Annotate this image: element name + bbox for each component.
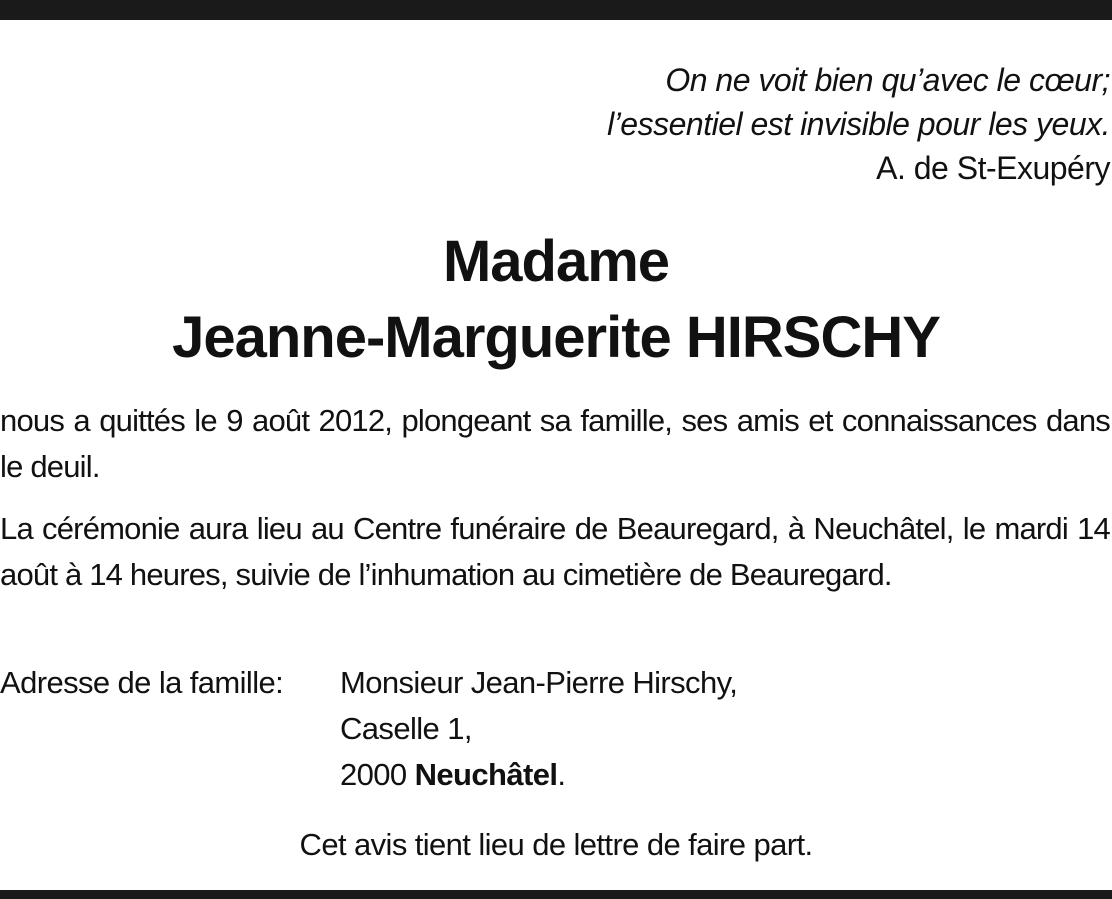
quote-author: A. de St-Exupéry — [876, 150, 1110, 186]
address-line-name: Monsieur Jean-Pierre Hirschy, — [340, 665, 738, 700]
address-city: Neuchâtel — [414, 757, 558, 792]
address-postcode: 2000 — [340, 757, 407, 792]
address-label: Adresse de la famille: — [0, 665, 284, 700]
address-line-city — [340, 752, 737, 798]
quote-line-2: l’essentiel est invisible pour les yeux. — [607, 106, 1110, 142]
death-notice-paragraph: nous a quittés le 9 août 2012, plongeant sa famille, ses amis et connaissances dans le deuil. — [0, 403, 1110, 484]
address-lines — [340, 660, 737, 798]
address-line-street: Caselle 1, — [340, 711, 472, 746]
quote-line-1: On ne voit bien qu’avec le cœur; — [665, 62, 1110, 98]
deceased-title: Madame — [442, 229, 670, 294]
epigraph-quote — [607, 58, 1110, 190]
deceased-name-heading — [0, 224, 1112, 376]
address-end-punct: . — [557, 757, 566, 792]
bottom-border-rule — [0, 890, 1112, 899]
footer-note: Cet avis tient lieu de lettre de faire part. — [299, 827, 813, 862]
deceased-full-name: Jeanne-Marguerite HIRSCHY — [172, 305, 940, 370]
ceremony-paragraph: La cérémonie aura lieu au Centre funéraire de Beauregard, à Neuchâtel, le mardi 14 août à 14 heures, suivie de l’inhumation au cimetière de Beauregard. — [0, 511, 1110, 592]
announcement-body — [0, 398, 1110, 614]
top-border-rule — [0, 0, 1112, 20]
